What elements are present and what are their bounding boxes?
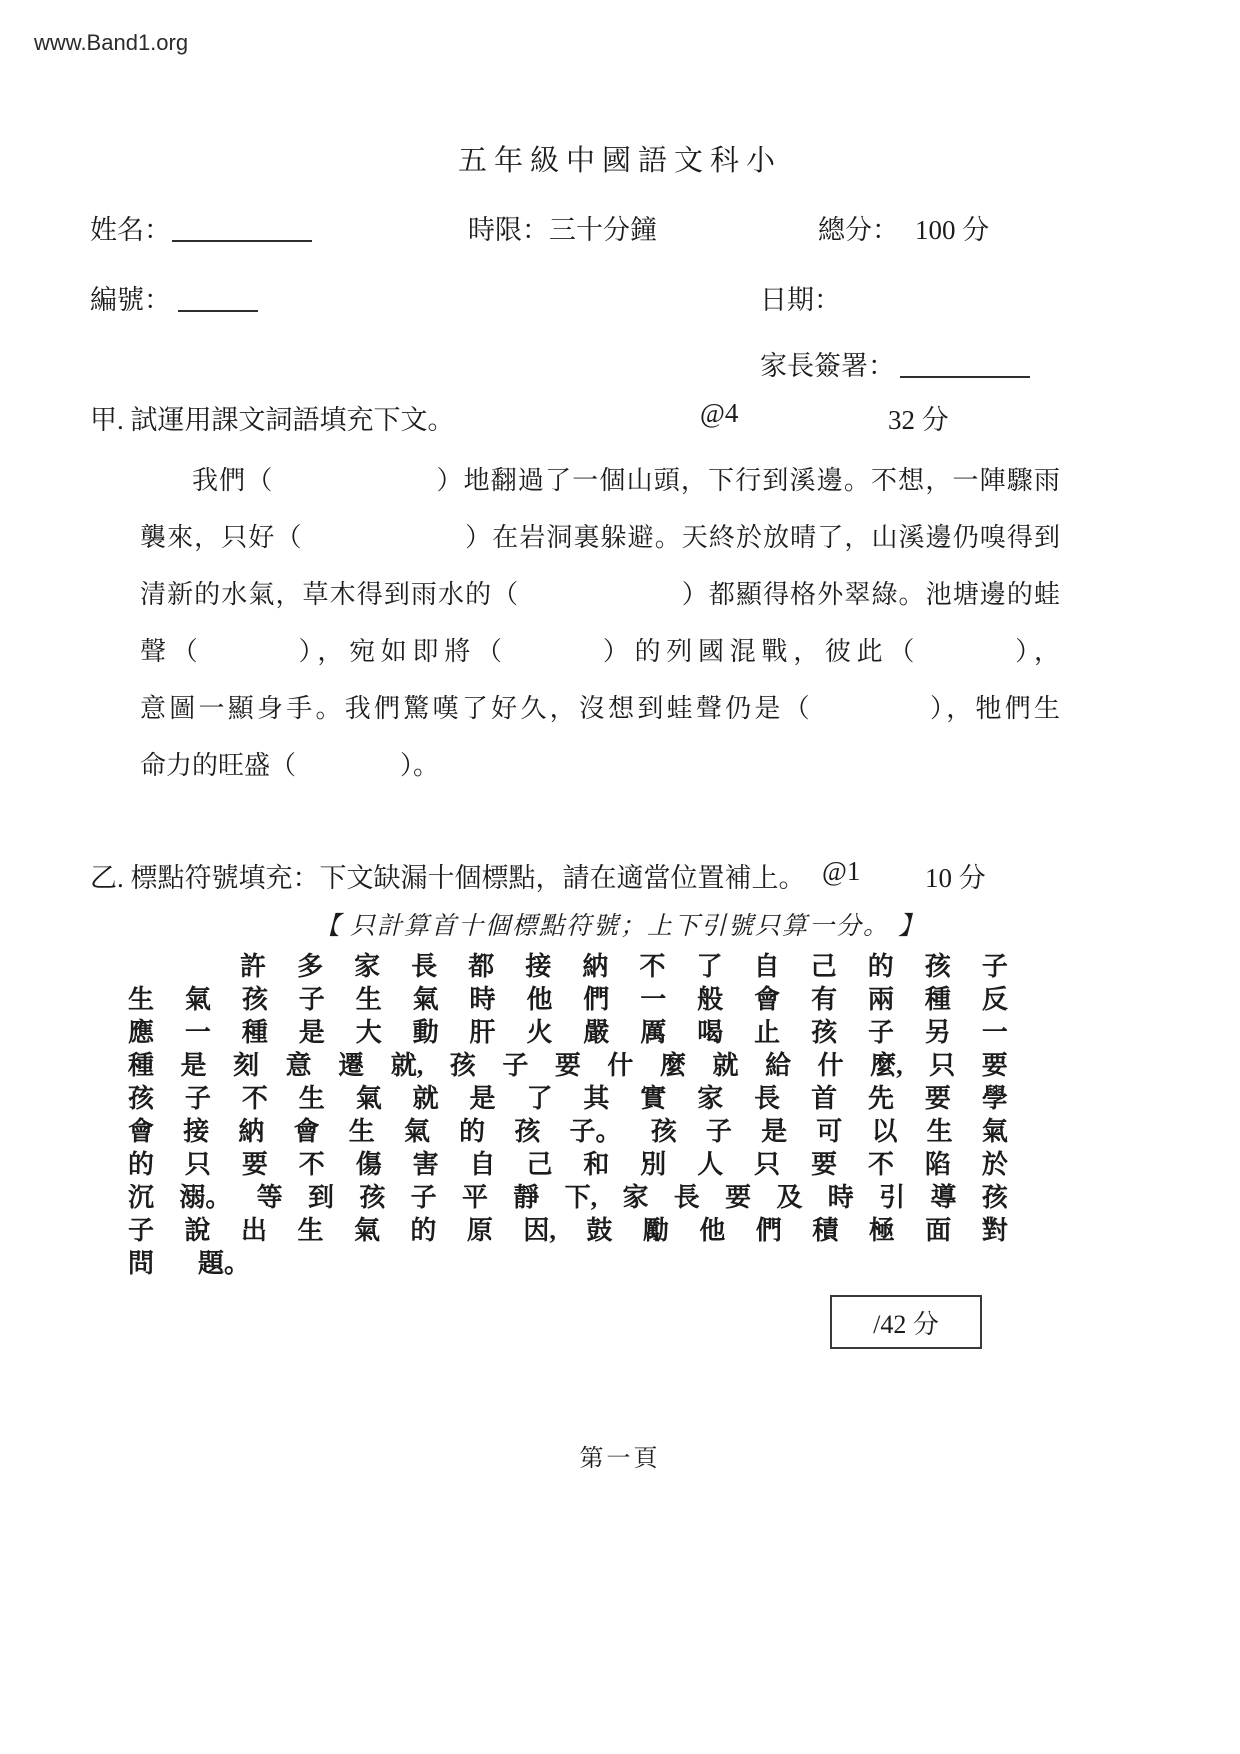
- total-score-value: 100 分: [915, 215, 990, 245]
- time-limit-text: 時限：三十分鐘: [468, 215, 657, 245]
- name-label: 姓名：: [90, 215, 171, 245]
- section-b-heading: 乙. 標點符號填充：下文缺漏十個標點，請在適當位置補上。: [90, 863, 806, 893]
- score-box: [830, 1295, 982, 1349]
- number-label: 編號：: [90, 285, 171, 315]
- section-b-marks-each: @1: [822, 856, 861, 886]
- fill-in-line: 意圖一顯身手。我們驚嘆了好久，沒想到蛙聲仍是（ ），牠們生: [140, 694, 1060, 723]
- passage-line: 的 只 要 不 傷 害 自 己 和 別 人 只 要 不 陷 於: [128, 1150, 1008, 1179]
- section-a-heading-row: [0, 398, 1240, 438]
- date-label: 日期：: [760, 285, 841, 315]
- name-blank-line: [172, 212, 312, 242]
- passage-line: 種 是 刻 意 遷 就, 孩 子 要 什 麼 就 給 什 麼, 只 要: [128, 1051, 1008, 1080]
- parent-signature-label: 家長簽署：: [760, 351, 895, 381]
- parent-signature-blank-line: [900, 348, 1030, 378]
- section-b-heading-row: [0, 856, 1240, 896]
- section-b-marks-total: 10 分: [925, 863, 986, 893]
- section-a-passage: [140, 452, 1060, 794]
- header-row-signature: [0, 344, 1240, 384]
- fill-in-line: 命力的旺盛（ ）。: [140, 751, 440, 780]
- header-row-name: [0, 208, 1240, 248]
- passage-line: 孩 子 不 生 氣 就 是 了 其 實 家 長 首 先 要 學: [128, 1084, 1008, 1113]
- watermark-text: www.Band1.org: [34, 30, 189, 55]
- passage-line: 子 說 出 生 氣 的 原 因, 鼓 勵 他 們 積 極 面 對: [128, 1216, 1008, 1245]
- score-box-value: /42 分: [873, 1309, 939, 1339]
- exam-title: 五年級中國語文科小: [457, 145, 782, 177]
- total-score-label: 總分：: [818, 215, 899, 245]
- fill-in-line: 聲（ ），宛如即將（ ）的列國混戰，彼此（ ），: [140, 637, 1060, 666]
- fill-in-line: 清新的水氣，草木得到雨水的（ ）都顯得格外翠綠。池塘邊的蛙: [140, 580, 1060, 609]
- passage-line: 許 多 家 長 都 接 納 不 了 自 己 的 孩 子: [240, 952, 1008, 981]
- passage-line: 應 一 種 是 大 動 肝 火 嚴 厲 喝 止 孩 子 另 一: [128, 1018, 1008, 1047]
- section-b-passage: [128, 950, 1008, 1280]
- passage-line: 會 接 納 會 生 氣 的 孩 子。 孩 子 是 可 以 生 氣: [128, 1117, 1008, 1146]
- page-footer: 第一頁: [579, 1446, 661, 1472]
- fill-in-line: 我們（ ）地翻過了一個山頭，下行到溪邊。不想，一陣驟雨: [192, 466, 1060, 495]
- number-blank-line: [178, 282, 258, 312]
- fill-in-line: 襲來，只好（ ）在岩洞裏躲避。天終於放晴了，山溪邊仍嗅得到: [140, 523, 1060, 552]
- section-a-marks-each: @4: [700, 398, 739, 428]
- section-a-heading: 甲. 試運用課文詞語填充下文。: [90, 405, 455, 435]
- section-a-marks-total: 32 分: [888, 405, 949, 435]
- instruction-note: 【 只計算首十個標點符號；上下引號只算一分。 】: [314, 913, 926, 940]
- header-row-number: [0, 278, 1240, 318]
- passage-line: 生 氣 孩 子 生 氣 時 他 們 一 般 會 有 兩 種 反: [128, 985, 1008, 1014]
- passage-line: 沉 溺。 等 到 孩 子 平 靜 下, 家 長 要 及 時 引 導 孩: [128, 1183, 1008, 1212]
- passage-line: 問 題。: [128, 1249, 251, 1278]
